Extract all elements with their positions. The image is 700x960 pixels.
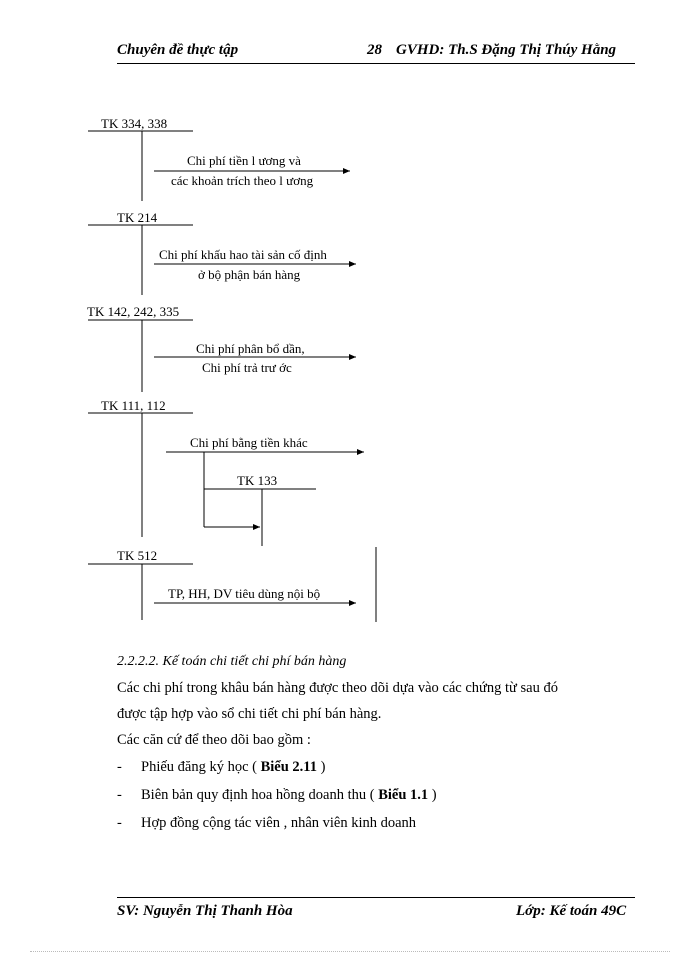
section-title: 2.2.2.2. Kế toán chi tiết chi phí bán hàng	[117, 654, 347, 669]
paragraph-line: được tập hợp vào sổ chi tiết chi phí bán hàng.	[117, 706, 382, 722]
tk133-label: TK 133	[237, 473, 278, 488]
footer-right: Lớp: Kế toán 49C	[516, 903, 627, 919]
paragraph-line: Các chi phí trong khâu bán hàng được theo dõi dựa vào các chứng từ sau đó	[117, 680, 558, 696]
footer-left: SV: Nguyễn Thị Thanh Hòa	[117, 903, 293, 919]
alloc-label-line1: Chi phí phân bổ dần,	[196, 341, 305, 356]
tk111-label: TK 111, 112	[101, 398, 166, 413]
cash-label: Chi phí bằng tiền khác	[190, 435, 308, 450]
salary-label-line1: Chi phí tiền l ương và	[187, 153, 301, 168]
alloc-label-line2: Chi phí trả trư ớc	[202, 360, 292, 375]
list-item: - Phiếu đăng ký học ( Biểu 2.11 )	[117, 759, 326, 775]
tk142-label: TK 142, 242, 335	[87, 304, 180, 319]
page-number: 28	[367, 42, 382, 58]
list-item: - Hợp đồng cộng tác viên , nhân viên kinh doanh	[117, 815, 417, 831]
paragraph-line: Các căn cứ để theo dõi bao gồm :	[117, 732, 311, 748]
depr-label-line1: Chi phí khấu hao tài sản cố định	[159, 247, 327, 262]
tk214-label: TK 214	[117, 210, 158, 225]
tk512-label: TK 512	[117, 548, 158, 563]
header-left: Chuyên đề thực tập	[117, 42, 239, 58]
internal-label: TP, HH, DV tiêu dùng nội bộ	[168, 586, 321, 601]
depr-label-line2: ở bộ phận bán hàng	[198, 267, 301, 282]
tk334-label: TK 334, 338	[101, 116, 168, 131]
header-right: GVHD: Th.S Đặng Thị Thúy Hằng	[396, 42, 617, 58]
list-item: - Biên bản quy định hoa hồng doanh thu ( Biểu 1.1 )	[117, 787, 437, 803]
page-edge	[30, 951, 670, 952]
footer-rule	[117, 897, 635, 898]
salary-label-line2: các khoản trích theo l ương	[171, 173, 314, 188]
